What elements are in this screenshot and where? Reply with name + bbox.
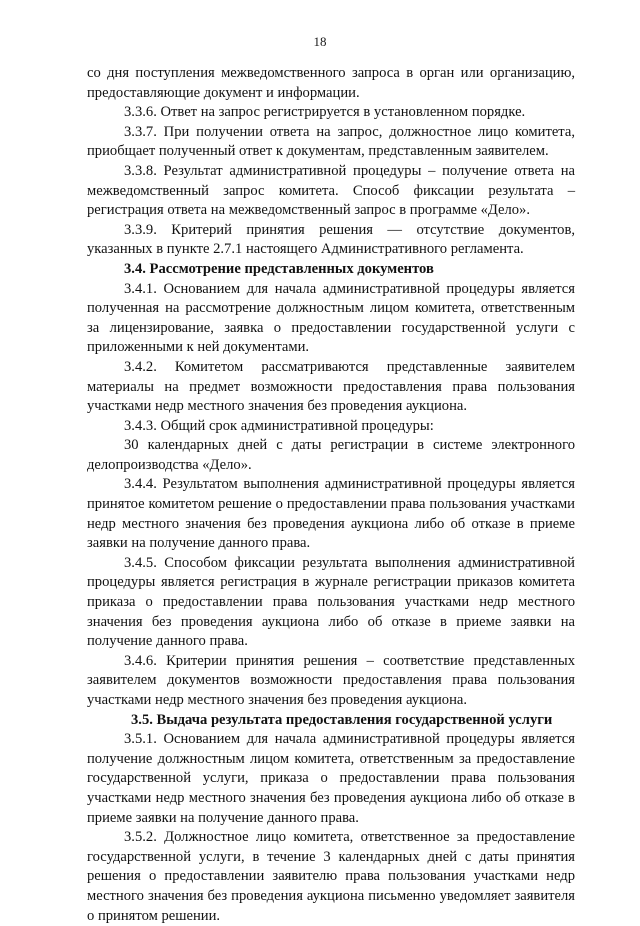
- paragraph-3-5-2: 3.5.2. Должностное лицо комитета, ответственное за предоставление государственной услуги, в течение 3 календарных дней с даты принятия решения о предоставлении заявителю права пользования участками недр местного значения без проведения аукциона письменно уведомляет заявителя о принятом решении.: [87, 829, 575, 924]
- section-heading-3-4: 3.4. Рассмотрение представленных документов: [124, 260, 434, 277]
- document-body: [87, 64, 575, 926]
- paragraph-3-4-2: 3.4.2. Комитетом рассматриваются представленные заявителем материалы на предмет возможности предоставления права пользования участками недр местного значения без проведения аукциона.: [87, 358, 575, 415]
- paragraph-3-4-1: 3.4.1. Основанием для начала административной процедуры является полученная на рассмотрение должностным лицом комитета, ответственным за лицензирование, заявка о предоставлении государственной услуги с приложенными к ней документами.: [87, 280, 575, 356]
- paragraph-3-3-9: 3.3.9. Критерий принятия решения — отсутствие документов, указанных в пункте 2.7.1 настоящего Административного регламента.: [87, 221, 575, 258]
- paragraph-3-3-8: 3.3.8. Результат административной процедуры – получение ответа на межведомственный запрос комитета. Способ фиксации результата – регистрация ответа на межведомственный запрос в программе «Дело».: [87, 162, 575, 219]
- paragraph-3-4-4: 3.4.4. Результатом выполнения административной процедуры является принятое комитетом решение о предоставлении права пользования участками недр местного значения без проведения аукциона либо об отказе в приеме заявки на получение данного права.: [87, 476, 575, 552]
- paragraph-3-3-6: 3.3.6. Ответ на запрос регистрируется в установленном порядке.: [124, 104, 526, 121]
- paragraph-3-5-1: 3.5.1. Основанием для начала административной процедуры является получение должностным лицом комитета, ответственным за предоставление государственной услуги, приказа о предоставлении права пользования участками недр местного значения без проведения аукциона либо об отказе в приеме заявки на получение данного права.: [87, 731, 575, 826]
- page-number: 18: [313, 34, 327, 49]
- paragraph-3-4-6: 3.4.6. Критерии принятия решения – соответствие представленных заявителем документов возможности предоставления права пользования участками недр местного значения без проведения аукциона.: [87, 652, 575, 708]
- paragraph-continuation: со дня поступления межведомственного запроса в орган или организацию, предоставляющие документ и информации.: [87, 65, 575, 101]
- paragraph-3-4-5: 3.4.5. Способом фиксации результата выполнения административной процедуры является регистрация в журнале регистрации приказов комитета приказа о предоставлении права пользования участками недр местного значения без проведения аукциона либо об отказе в приеме заявки на получение данного права.: [87, 554, 575, 650]
- paragraph-3-4-3-term: 30 календарных дней с даты регистрации в системе электронного делопроизводства «Дело».: [87, 437, 575, 473]
- section-heading-3-5: 3.5. Выдача результата предоставления государственной услуги: [131, 711, 553, 728]
- paragraph-3-4-3: 3.4.3. Общий срок административной процедуры:: [124, 417, 434, 434]
- paragraph-3-3-7: 3.3.7. При получении ответа на запрос, должностное лицо комитета, приобщает полученный ответ к документам, представленным заявителем.: [87, 123, 575, 160]
